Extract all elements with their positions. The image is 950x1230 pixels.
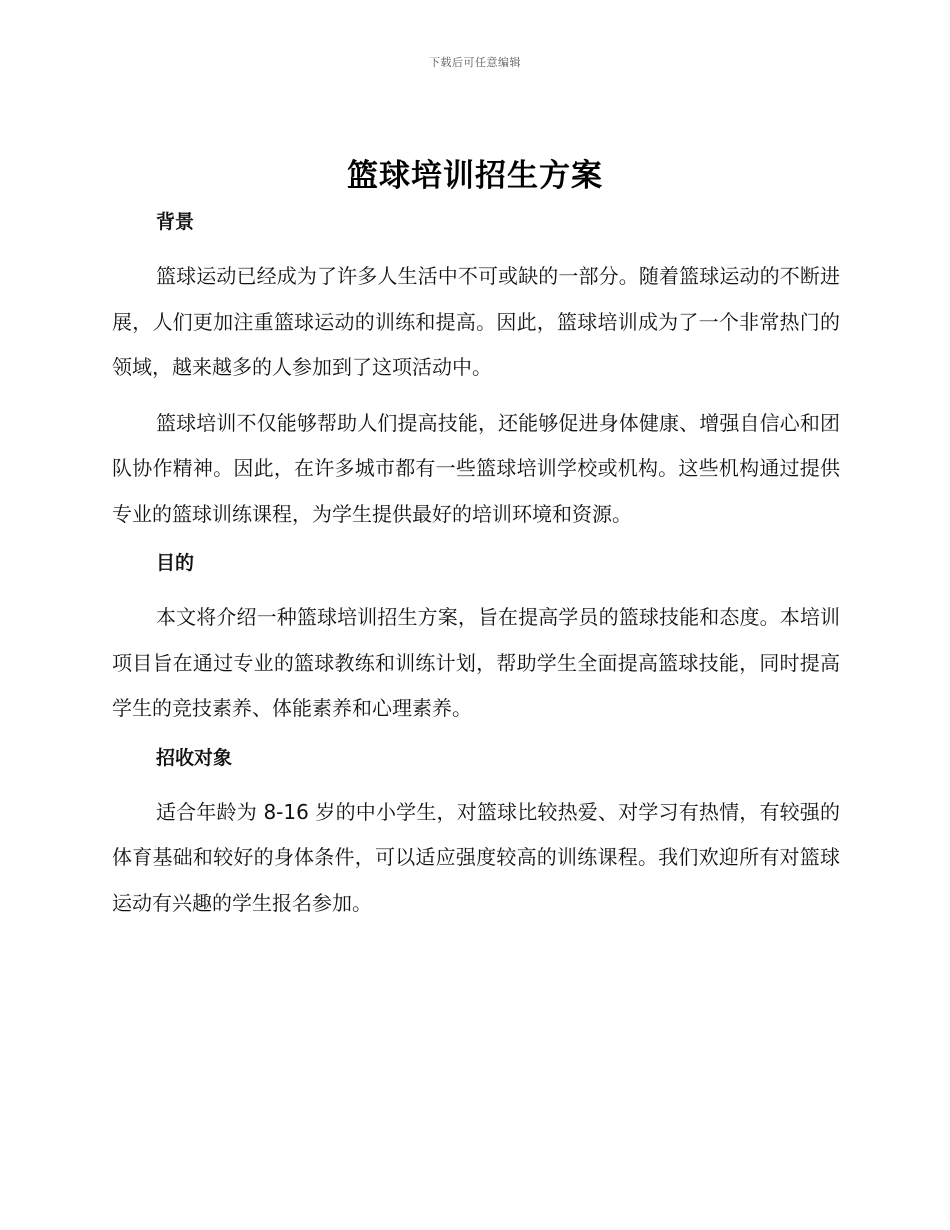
paragraph: 篮球运动已经成为了许多人生活中不可或缺的一部分。随着篮球运动的不断进展，人们更加注重篮球运动的训练和提高。因此，篮球培训成为了一个非常热门的领域，越来越多的人参加到了这项活动中。 <box>112 264 840 379</box>
document-body <box>112 206 840 936</box>
paragraph: 篮球培训不仅能够帮助人们提高技能，还能够促进身体健康、增强自信心和团队协作精神。因此，在许多城市都有一些篮球培训学校或机构。这些机构通过提供专业的篮球训练课程，为学生提供最好的培训环境和资源。 <box>112 410 840 526</box>
header-note: 下载后可任意编辑 <box>429 56 521 69</box>
section-target-students <box>112 742 840 927</box>
section-background <box>112 206 840 537</box>
section-heading: 招收对象 <box>156 746 233 769</box>
section-heading: 背景 <box>156 211 195 233</box>
section-heading: 目的 <box>156 552 195 574</box>
document-title: 篮球培训招生方案 <box>347 158 603 194</box>
section-purpose <box>112 547 840 732</box>
paragraph: 适合年龄为 8-16 岁的中小学生，对篮球比较热爱、对学习有热情，有较强的体育基础和较好的身体条件，可以适应强度较高的训练课程。我们欢迎所有对篮球运动有兴趣的学生报名参加。 <box>112 799 840 915</box>
paragraph: 本文将介绍一种篮球培训招生方案，旨在提高学员的篮球技能和态度。本培训项目旨在通过专业的篮球教练和训练计划，帮助学生全面提高篮球技能，同时提高学生的竞技素养、体能素养和心理素养。 <box>112 605 840 720</box>
